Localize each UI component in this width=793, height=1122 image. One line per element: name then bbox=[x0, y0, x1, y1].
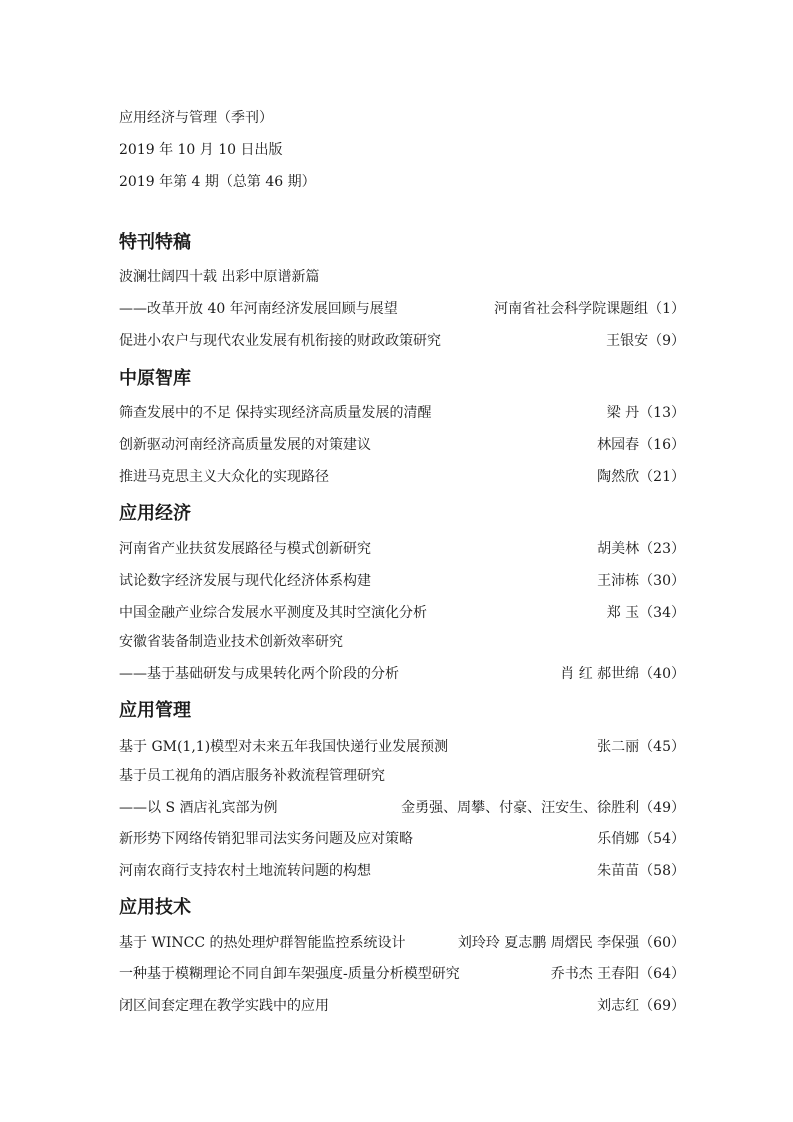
entry-author: 乐俏娜（54） bbox=[597, 831, 685, 847]
entry-author: 梁 丹（13） bbox=[606, 405, 685, 421]
toc-entry[interactable] bbox=[119, 332, 685, 350]
entry-author: 金勇强、周攀、付豪、汪安生、徐胜利（49） bbox=[401, 800, 685, 816]
toc-entry[interactable] bbox=[119, 799, 685, 817]
toc-entry[interactable] bbox=[119, 862, 685, 880]
entry-title: ——改革开放 40 年河南经济发展回顾与展望 bbox=[119, 301, 398, 317]
section-heading: 特刊特稿 bbox=[119, 232, 191, 253]
entry-title: 促进小农户与现代农业发展有机衔接的财政政策研究 bbox=[119, 333, 441, 349]
entry-author: 乔书杰 王春阳（64） bbox=[550, 966, 685, 982]
toc-entry[interactable] bbox=[119, 767, 685, 785]
entry-author: 林园春（16） bbox=[597, 437, 685, 453]
section-heading: 应用管理 bbox=[119, 700, 191, 721]
entry-author: 刘玲玲 夏志鹏 周熠民 李保强（60） bbox=[457, 935, 685, 951]
entry-title: ——以 S 酒店礼宾部为例 bbox=[119, 800, 278, 816]
entry-title: 基于员工视角的酒店服务补救流程管理研究 bbox=[119, 768, 385, 784]
entry-title: 基于 WINCC 的热处理炉群智能监控系统设计 bbox=[119, 935, 406, 951]
entry-author: 王沛栋（30） bbox=[597, 573, 685, 589]
entry-title: 推进马克思主义大众化的实现路径 bbox=[119, 469, 329, 485]
entry-title: 波澜壮阔四十载 出彩中原谱新篇 bbox=[119, 269, 320, 285]
entry-title: ——基于基础研发与成果转化两个阶段的分析 bbox=[119, 666, 399, 682]
entry-title: 河南省产业扶贫发展路径与模式创新研究 bbox=[119, 541, 371, 557]
issue-number: 2019 年第 4 期（总第 46 期） bbox=[119, 174, 316, 190]
toc-entry[interactable] bbox=[119, 268, 685, 286]
entry-title: 闭区间套定理在教学实践中的应用 bbox=[119, 998, 329, 1014]
toc-entry[interactable] bbox=[119, 665, 685, 683]
toc-entry[interactable] bbox=[119, 572, 685, 590]
toc-entry[interactable] bbox=[119, 633, 685, 651]
entry-author: 王银安（9） bbox=[606, 333, 685, 349]
section-heading: 中原智库 bbox=[119, 368, 191, 389]
entry-author: 张二丽（45） bbox=[597, 739, 685, 755]
toc-entry[interactable] bbox=[119, 830, 685, 848]
entry-title: 河南农商行支持农村土地流转问题的构想 bbox=[119, 863, 371, 879]
entry-author: 河南省社会科学院课题组（1） bbox=[494, 301, 685, 317]
toc-entry[interactable] bbox=[119, 436, 685, 454]
toc-entry[interactable] bbox=[119, 404, 685, 422]
entry-title: 一种基于模糊理论不同自卸车架强度-质量分析模型研究 bbox=[119, 966, 460, 982]
toc-entry[interactable] bbox=[119, 468, 685, 486]
entry-author: 刘志红（69） bbox=[597, 998, 685, 1014]
entry-author: 郑 玉（34） bbox=[606, 605, 685, 621]
toc-entry[interactable] bbox=[119, 738, 685, 756]
section-heading: 应用技术 bbox=[119, 897, 191, 918]
journal-title: 应用经济与管理（季刊） bbox=[119, 110, 273, 126]
entry-title: 基于 GM(1,1)模型对未来五年我国快递行业发展预测 bbox=[119, 739, 449, 755]
entry-author: 胡美林（23） bbox=[597, 541, 685, 557]
entry-title: 中国金融产业综合发展水平测度及其时空演化分析 bbox=[119, 605, 427, 621]
toc-entry[interactable] bbox=[119, 997, 685, 1015]
entry-author: 朱苗苗（58） bbox=[597, 863, 685, 879]
toc-entry[interactable] bbox=[119, 604, 685, 622]
entry-title: 创新驱动河南经济高质量发展的对策建议 bbox=[119, 437, 371, 453]
entry-author: 肖 红 郝世绵（40） bbox=[560, 666, 685, 682]
toc-entry[interactable] bbox=[119, 300, 685, 318]
entry-author: 陶然欣（21） bbox=[597, 469, 685, 485]
entry-title: 试论数字经济发展与现代化经济体系构建 bbox=[119, 573, 371, 589]
entry-title: 新形势下网络传销犯罪司法实务问题及应对策略 bbox=[119, 831, 413, 847]
section-heading: 应用经济 bbox=[119, 503, 191, 524]
publish-date: 2019 年 10 月 10 日出版 bbox=[119, 142, 283, 158]
entry-title: 筛查发展中的不足 保持实现经济高质量发展的清醒 bbox=[119, 405, 432, 421]
toc-entry[interactable] bbox=[119, 965, 685, 983]
toc-entry[interactable] bbox=[119, 540, 685, 558]
entry-title: 安徽省装备制造业技术创新效率研究 bbox=[119, 634, 343, 650]
toc-entry[interactable] bbox=[119, 934, 685, 952]
